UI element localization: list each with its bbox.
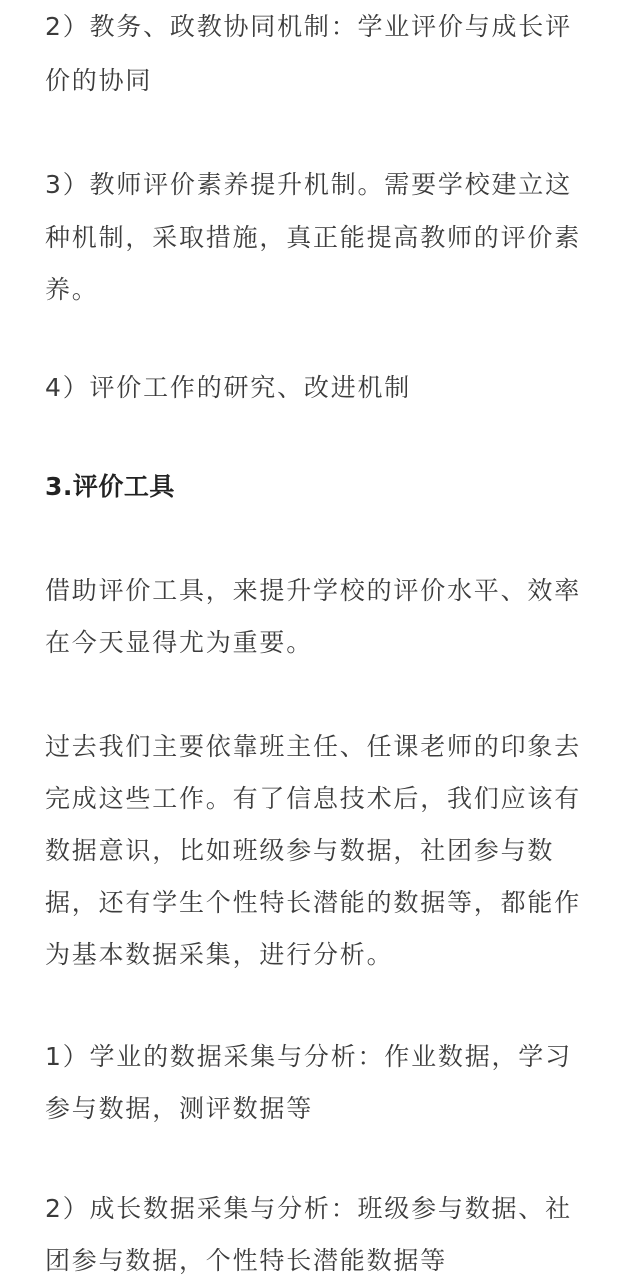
text-line-mechanism-4: 4）评价工作的研究、改进机制 (45, 373, 412, 402)
text-line-tools-intro: 借助评价工具，来提升学校的评价水平、效率 (45, 576, 582, 605)
section-heading-evaluation-tools: 3.评价工具 (45, 472, 175, 501)
text-line-past-2: 完成这些工作。有了信息技术后，我们应该有 (45, 784, 582, 813)
text-line-tools-intro-cont: 在今天显得尤为重要。 (45, 628, 314, 657)
text-line-mechanism-3-end: 养。 (45, 275, 99, 304)
text-line-past-5: 为基本数据采集，进行分析。 (45, 940, 394, 969)
text-line-mechanism-2-cont: 价的协同 (45, 66, 153, 95)
text-line-data-1-cont: 参与数据，测评数据等 (45, 1094, 314, 1123)
text-line-past-4: 据，还有学生个性特长潜能的数据等，都能作 (45, 888, 582, 917)
text-line-data-1: 1）学业的数据采集与分析：作业数据，学习 (45, 1042, 572, 1071)
text-line-data-2-cont: 团参与数据，个性特长潜能数据等 (45, 1246, 448, 1275)
text-line-data-2: 2）成长数据采集与分析：班级参与数据、社 (45, 1194, 572, 1223)
text-line-past-1: 过去我们主要依靠班主任、任课老师的印象去 (45, 732, 582, 761)
text-line-mechanism-2: 2）教务、政教协同机制：学业评价与成长评 (45, 12, 572, 41)
text-line-mechanism-3: 3）教师评价素养提升机制。需要学校建立这 (45, 170, 572, 199)
text-line-mechanism-3-cont: 种机制，采取措施，真正能提高教师的评价素 (45, 223, 582, 252)
text-line-past-3: 数据意识，比如班级参与数据，社团参与数 (45, 836, 555, 865)
